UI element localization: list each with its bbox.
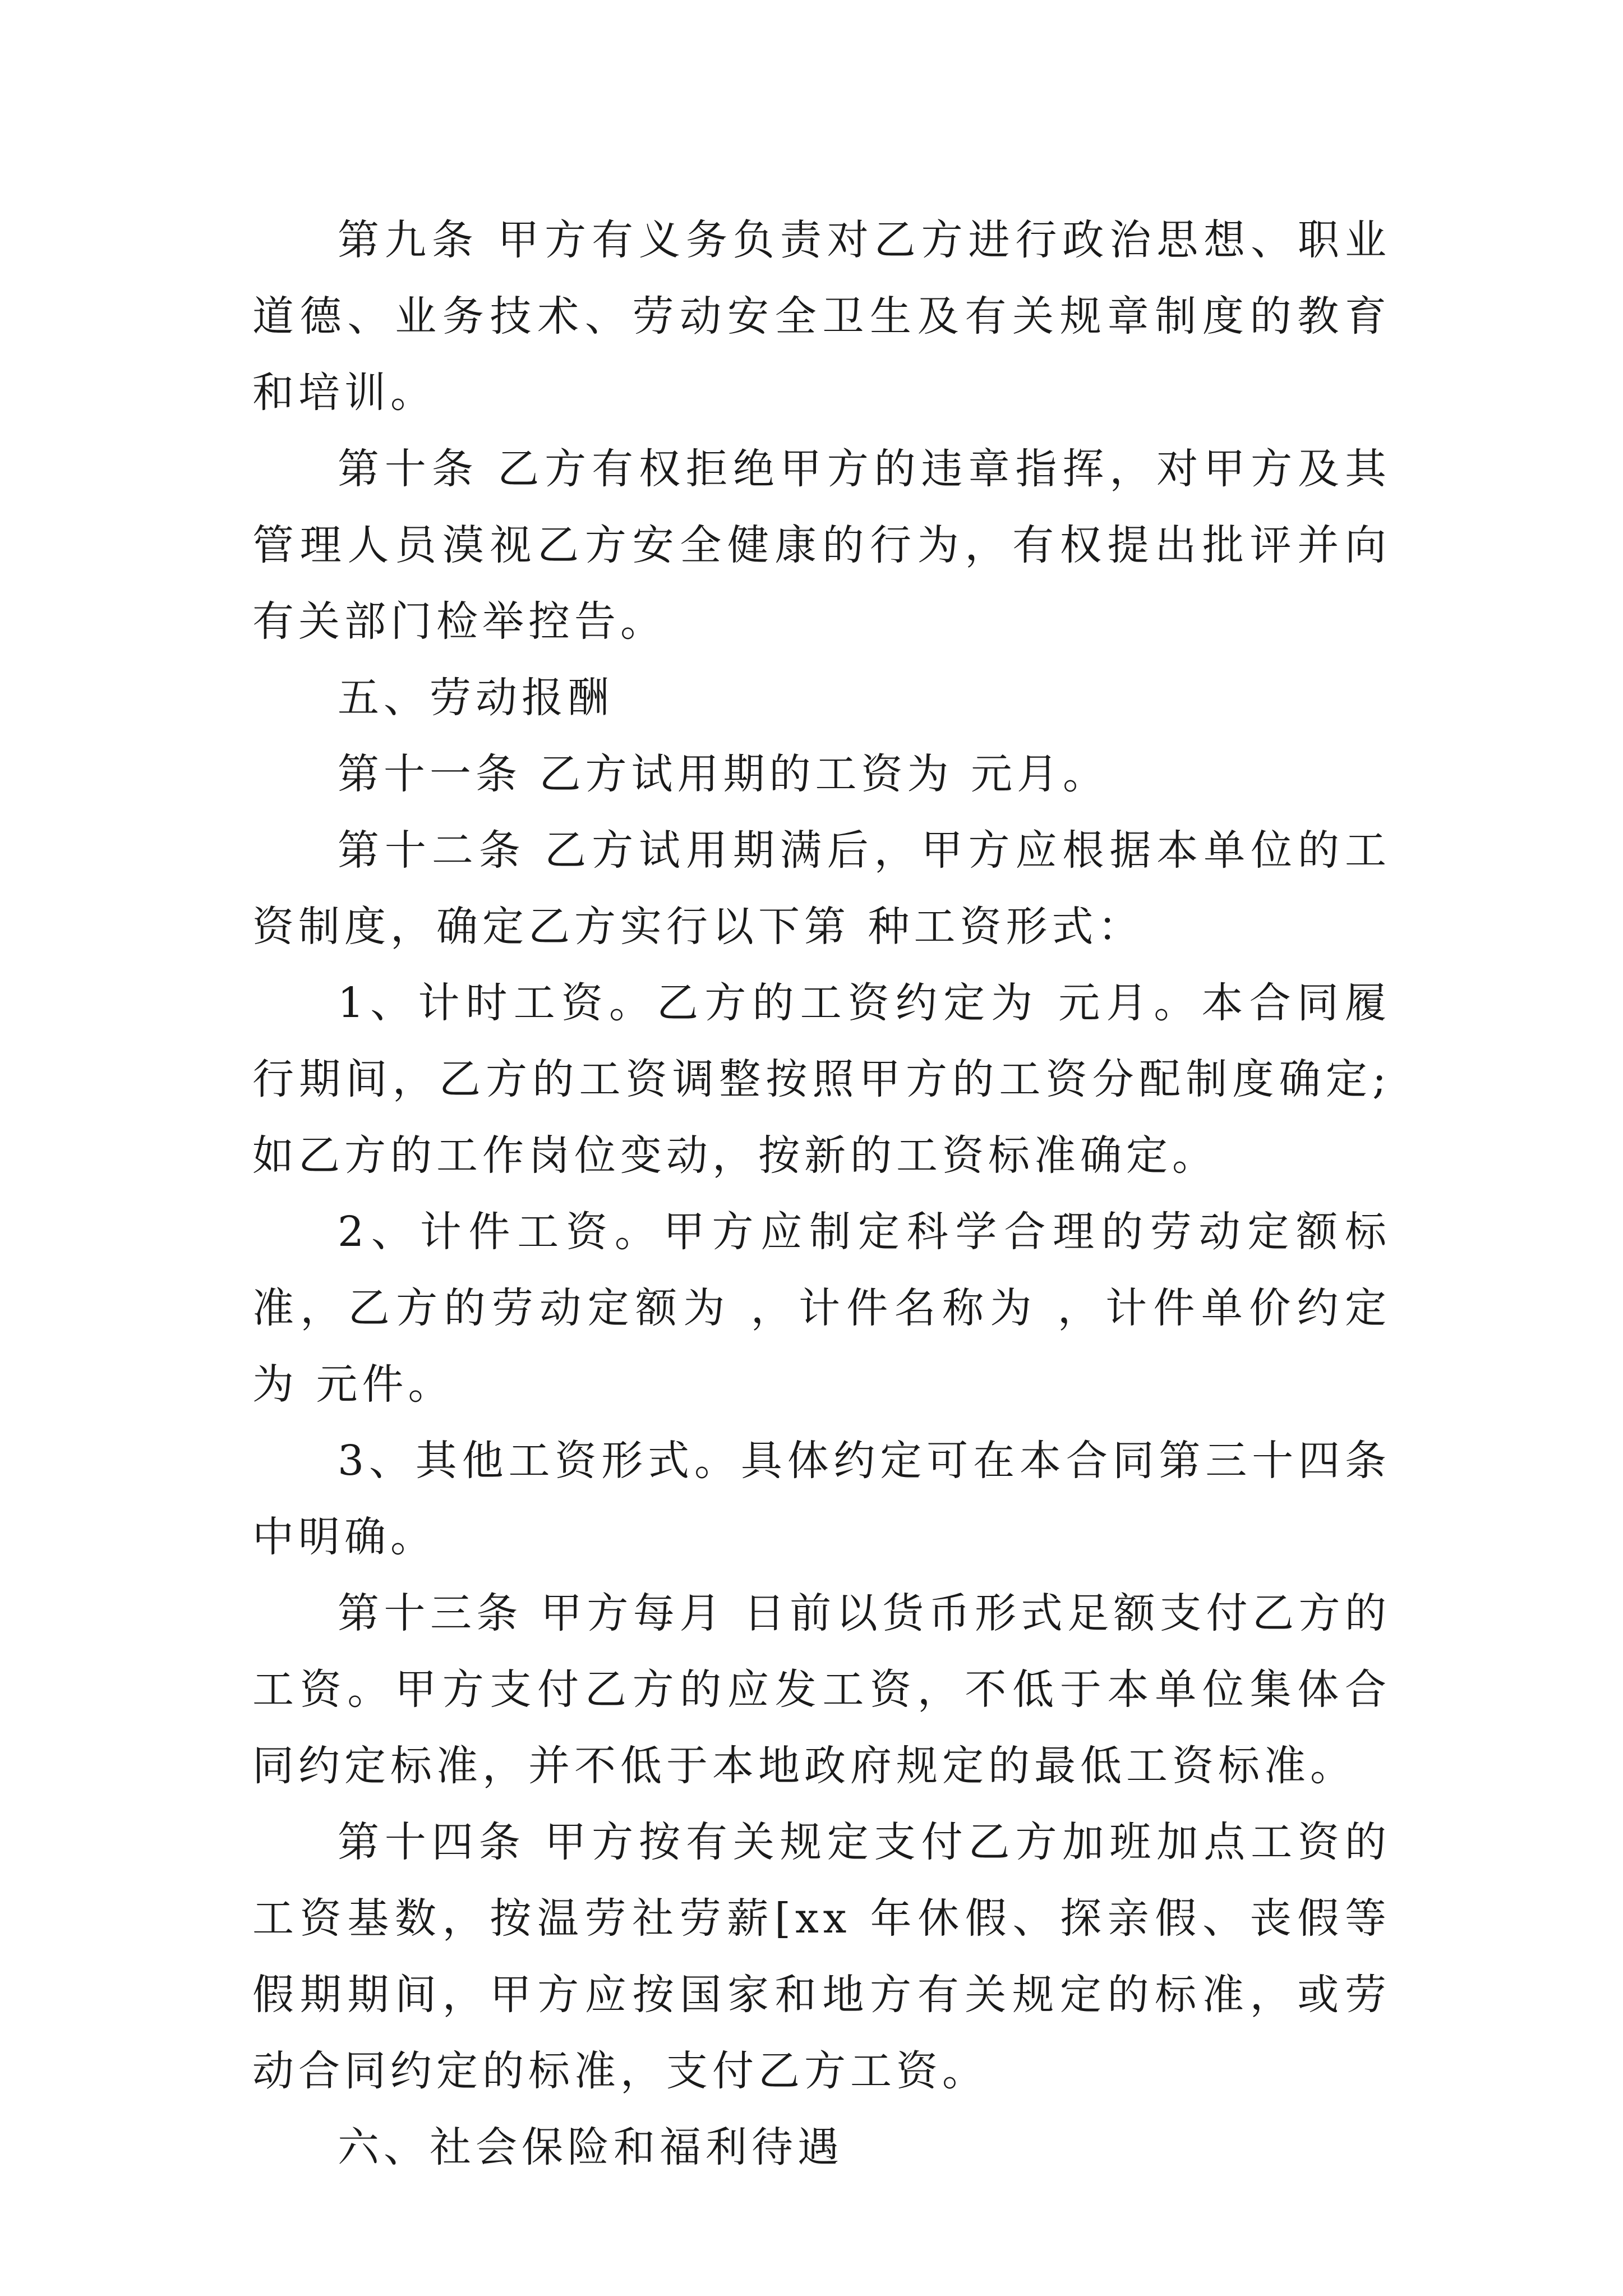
paragraph-article-11: 第十一条 乙方试用期的工资为 元月。 — [338, 750, 1109, 798]
paragraph-article-9: 第九条 甲方有义务负责对乙方进行政治思想、职业道德、业务技术、劳动安全卫生及有关规章制度的教育和培训。 — [252, 216, 1391, 417]
paragraph-article-10: 第十条 乙方有权拒绝甲方的违章指挥，对甲方及其管理人员漠视乙方安全健康的行为，有权提出批评并向有关部门检举控告。 — [252, 445, 1391, 646]
paragraph-item-1-hourly-wage: 1、计时工资。乙方的工资约定为 元月。本合同履行期间，乙方的工资调整按照甲方的工资分配制度确定;如乙方的工作岗位变动，按新的工资标准确定。 — [252, 979, 1391, 1180]
paragraph-item-3-other-wage: 3、其他工资形式。具体约定可在本合同第三十四条中明确。 — [252, 1437, 1391, 1561]
paragraph-article-14: 第十四条 甲方按有关规定支付乙方加班加点工资的工资基数，按温劳社劳薪[xx 年休假、探亲假、丧假等假期期间，甲方应按国家和地方有关规定的标准，或劳动合同约定的标准，支付乙方工资。 — [252, 1818, 1391, 2095]
paragraph-article-13: 第十三条 甲方每月 日前以货币形式足额支付乙方的工资。甲方支付乙方的应发工资，不低于本单位集体合同约定标准，并不低于本地政府规定的最低工资标准。 — [252, 1589, 1391, 1790]
section-heading-remuneration: 五、劳动报酬 — [338, 674, 614, 722]
section-heading-social-insurance: 六、社会保险和福利待遇 — [338, 2123, 843, 2171]
paragraph-article-12: 第十二条 乙方试用期满后，甲方应根据本单位的工资制度，确定乙方实行以下第 种工资形式： — [252, 826, 1391, 951]
document-body — [252, 202, 1391, 2185]
paragraph-item-2-piece-wage: 2、计件工资。甲方应制定科学合理的劳动定额标准，乙方的劳动定额为 ，计件名称为 ，计件单价约定为 元件。 — [252, 1208, 1391, 1409]
